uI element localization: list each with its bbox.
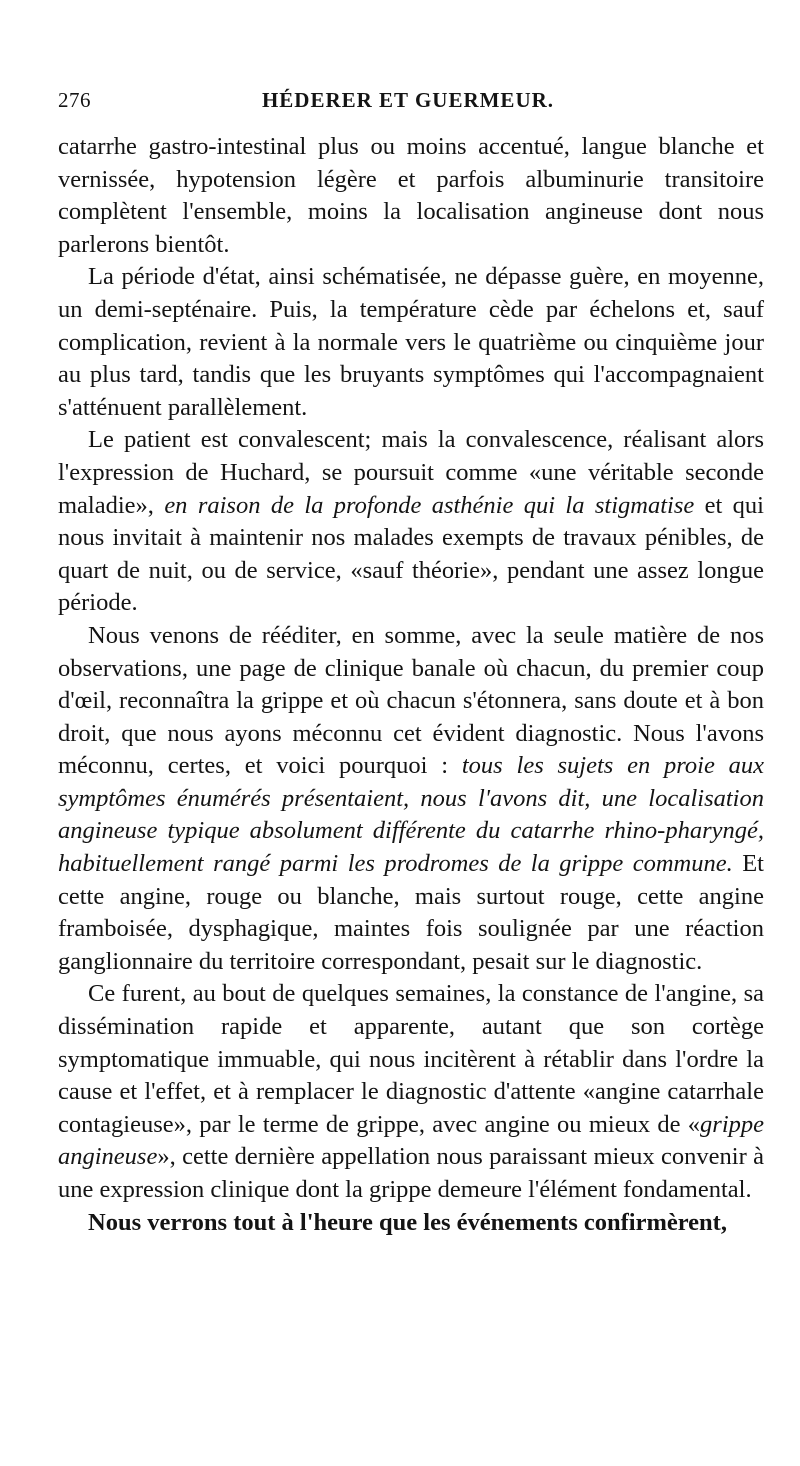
body-text [58,131,764,1239]
text-segment: Nous verrons tout à l'heure que les événements confirmèrent, [88,1208,727,1236]
italic-segment: grippe angineuse [58,1110,764,1171]
paragraph [58,978,764,1206]
text-segment: et qui nous invitait à maintenir nos malades exempts de travaux pénibles, de quart de nuit, ou de service, «sauf théorie», pendant une assez longue période. [58,491,764,617]
paragraph [58,620,764,979]
text-segment: catarrhe gastro-intestinal plus ou moins accentué, langue blanche et vernissée, hypotension légère et parfois albuminurie transitoire complètent l'ensemble, moins la localisation angineuse dont nous parlerons bientôt. [58,133,764,258]
page-number: 276 [58,88,91,112]
page-header [58,88,758,120]
text-segment: Ce furent, au bout de quelques semaines, la constance de l'angine, sa dissémination rapide et apparente, autant que son cortège symptomatique immuable, qui nous incitèrent à rétablir dans l'ordre la cause et l'effet, et à remplacer le diagnostic d'attente «angine catarrhale contagieuse», par le terme de grippe, avec angine ou mieux de « [58,980,764,1138]
text-segment: La période d'état, ainsi schématisée, ne dépasse guère, en moyenne, un demi-septénaire. Puis, la température cède par échelons et, sauf complication, revient à la normale vers le quatrième ou cinquième jour au plus tard, tandis que les bruyants symptômes qui l'accompagnaient s'atténuent parallèlement. [58,263,764,421]
text-segment: Le patient est convalescent; mais la convalescence, réalisant alors l'expression de Huchard, se poursuit comme «une véritable seconde maladie», [58,426,764,519]
text-segment: », cette dernière appellation nous paraissant mieux convenir à une expression clinique dont la grippe demeure l'élément fondamental. [58,1143,764,1203]
italic-segment: tous les sujets en proie aux symptômes énumérés présentaient, nous l'avons dit, une localisation angineuse typique absolument différente du catarrhe rhino-pharyngé, habituellement rangé parmi les prodromes de la grippe commune. [58,752,764,878]
paragraph [58,261,764,424]
italic-segment: en raison de la profonde asthénie qui la stigmatise [164,491,695,519]
paragraph [58,424,764,620]
text-segment: Et cette angine, rouge ou blanche, mais surtout rouge, cette angine framboisée, dysphagique, maintes fois soulignée par une réaction ganglionnaire du territoire correspondant, pesait sur le diagnostic. [58,850,764,975]
paragraph [58,131,764,261]
text-segment: Nous venons de rééditer, en somme, avec la seule matière de nos observations, une page de clinique banale où chacun, du premier coup d'œil, reconnaîtra la grippe et où chacun s'étonnera, sans doute et à bon droit, que nous ayons méconnu cet évident diagnostic. Nous l'avons méconnu, certes, et voici pourquoi : [58,621,764,780]
paragraph [58,1207,764,1240]
running-title: HÉDERER ET GUERMEUR. [261,88,555,112]
